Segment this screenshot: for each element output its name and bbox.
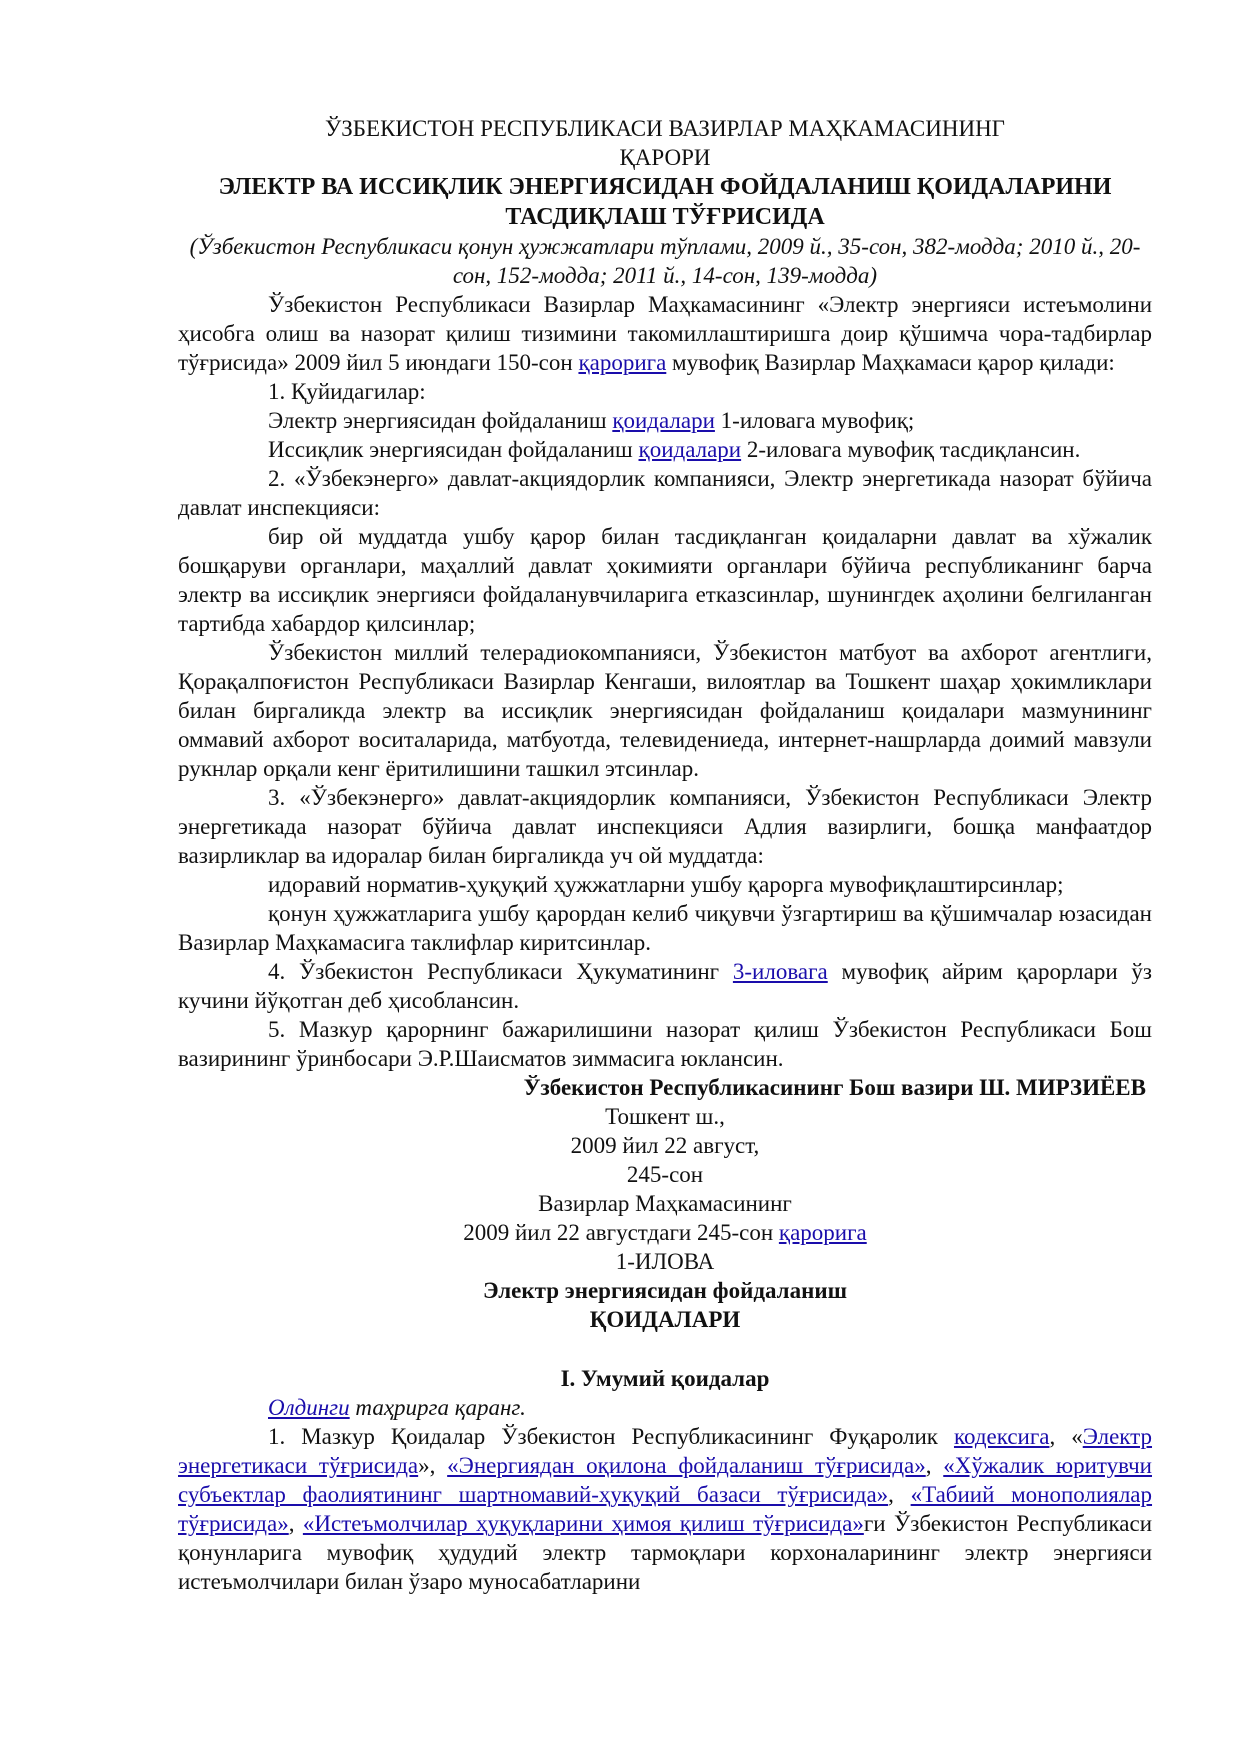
paragraph-item-5: 5. Мазкур қарорнинг бажарилишини назорат қилиш Ўзбекистон Республикаси Бош вазирининг ўринбосари Э.Р.Шаисматов зиммасига юклансин. — [178, 1017, 1152, 1071]
appendix-ref-line2: 2009 йил 22 августдаги 245-сон қарорига — [463, 1220, 867, 1245]
link-law-consumer-rights[interactable]: «Истеъмолчилар ҳуқуқларини ҳимоя қилиш тўғрисида» — [302, 1511, 864, 1536]
appendix-title-line2: ҚОИДАЛАРИ — [589, 1307, 741, 1332]
link-law-electric-energy[interactable]: Электр энергетикаси тўғрисида — [178, 1424, 1153, 1478]
doc-title-line1: ЭЛЕКТР ВА ИССИҚЛИК ЭНЕРГИЯСИДАН ФОЙДАЛАНИШ ҚОИДАЛАРИНИ — [218, 174, 1112, 200]
paragraph-item-1-electric: Электр энергиясидан фойдаланиш қоидалари 1-иловага мувофиқ; — [268, 408, 915, 433]
link-law-monopolies[interactable]: «Табиий монополиялар тўғрисида» — [178, 1482, 1153, 1536]
paragraph-item-1: 1. Қуйидагилар: — [268, 379, 426, 404]
paragraph-item-1-heat: Иссиқлик энергиясидан фойдаланиш қоидалари 2-иловага мувофиқ тасдиқлансин. — [268, 437, 1081, 462]
link-law-contracts[interactable]: «Хўжалик юритувчи субъектлар фаолиятининг шартномавий-ҳуқуқий базаси тўғрисида» — [178, 1453, 1152, 1507]
section-heading: I. Умумий қоидалар — [560, 1366, 770, 1391]
doc-issuer: ЎЗБЕКИСТОН РЕСПУБЛИКАСИ ВАЗИРЛАР МАҲКАМАСИНИНГ — [325, 116, 1005, 141]
signature-city: Тошкент ш., — [605, 1104, 725, 1129]
link-decision-245[interactable]: қарорига — [778, 1220, 867, 1245]
signature-number: 245-сон — [626, 1162, 704, 1187]
link-electric-rules[interactable]: қоидалари — [612, 408, 715, 433]
paragraph-item-2-a: бир ой муддатда ушбу қарор билан тасдиқланган қоидаларни давлат ва хўжалик бошқаруви органлари, маҳаллий давлат ҳокимияти органлари бўйича республиканинг барча электр ва иссиқлик энергияси фойдаланувчиларига етказсинлар, шунингдек аҳолини белгиланган тартибда хабардор қилсинлар; — [178, 524, 1152, 636]
paragraph-item-3: 3. «Ўзбекэнерго» давлат-акциядорлик компанияси, Ўзбекистон Республикаси Электр энергетикада назорат бўйича давлат инспекцияси Адлия вазирлиги, бошқа манфаатдор вазирликлар ва идоралар билан биргаликда уч ой муддатда: — [178, 785, 1152, 868]
appendix-title-line1: Электр энергиясидан фойдаланиш — [482, 1278, 848, 1303]
paragraph-item-2-b: Ўзбекистон миллий телерадиокомпанияси, Ўзбекистон матбуот ва ахборот агентлиги, Қорақалпоғистон Республикаси Вазирлар Кенгаши, вилоятлар ва Тошкент шаҳар ҳокимликлари билан биргаликда электр ва иссиқлик энергиясидан фойдаланиш қоидалари мазмунининг оммавий ахборот воситаларида, матбуотда, телевидениеда, интернет-нашрларда доимий мавзули рукнлар орқали кенг ёритилишини ташкил этсинлар. — [178, 640, 1152, 781]
signature-name: Ўзбекистон Республикасининг Бош вазири Ш. МИРЗИЁЕВ — [523, 1075, 1146, 1100]
spacer — [178, 1334, 1152, 1364]
link-appendix-3[interactable]: 3-иловага — [732, 959, 828, 984]
doc-source-reference: (Ўзбекистон Республикаси қонун ҳужжатлари тўплами, 2009 й., 35-сон, 382-модда; 2010 й., 20-сон, 152-модда; 2011 й., 14-сон, 139-модда) — [189, 234, 1141, 288]
link-decision-150[interactable]: қарорига — [578, 350, 667, 375]
doc-title-line2: ТАСДИҚЛАШ ТЎҒРИСИДА — [505, 204, 825, 230]
previous-edition-note: Олдинги таҳрирга қаранг. — [268, 1395, 526, 1420]
appendix-ref-line1: Вазирлар Маҳкамасининг — [538, 1191, 792, 1216]
paragraph-item-3-a: идоравий норматив-ҳуқуқий ҳужжатларни ушбу қарорга мувофиқлаштирсинлар; — [268, 872, 1064, 897]
link-heat-rules[interactable]: қоидалари — [638, 437, 742, 462]
paragraph-item-3-b: қонун ҳужжатларига ушбу қарордан келиб чиқувчи ўзгартириш ва қўшимчалар юзасидан Вазирлар Маҳкамасига таклифлар киритсинлар. — [178, 901, 1152, 955]
link-civil-code[interactable]: кодексига — [953, 1424, 1050, 1449]
paragraph-preamble: Ўзбекистон Республикаси Вазирлар Маҳкамасининг «Электр энергияси истеъмолини ҳисобга олиш ва назорат қилиш тизимини такомиллаштиришга доир қўшимча чора-тадбирлар тўғрисида» 2009 йил 5 июндаги 150-сон қарорига мувофиқ Вазирлар Маҳкамаси қарор қилади: — [178, 292, 1152, 375]
signature-date: 2009 йил 22 август, — [570, 1133, 760, 1158]
link-previous-edition[interactable]: Олдинги — [268, 1395, 350, 1420]
link-law-energy-efficiency[interactable]: «Энергиядан оқилона фойдаланиш тўғрисида» — [447, 1453, 926, 1478]
doc-type: ҚАРОРИ — [619, 145, 711, 170]
appendix-label: 1-ИЛОВА — [615, 1249, 715, 1274]
paragraph-rules-1: 1. Мазкур Қоидалар Ўзбекистон Республикасининг Фуқаролик кодексига, «Электр энергетикаси тўғрисида», «Энергиядан оқилона фойдаланиш тўғрисида», «Хўжалик юритувчи субъектлар фаолиятининг шартномавий-ҳуқуқий базаси тўғрисида», «Табиий монополиялар тўғрисида», «Истеъмолчилар ҳуқуқларини ҳимоя қилиш тўғрисида»ги Ўзбекистон Республикаси қонунларига мувофиқ ҳудудий электр тармоқлари корхоналарининг электр энергияси истеъмолчилари билан ўзаро муносабатларини — [178, 1424, 1153, 1594]
paragraph-item-2: 2. «Ўзбекэнерго» давлат-акциядорлик компанияси, Электр энергетикада назорат бўйича давлат инспекцияси: — [178, 466, 1152, 520]
paragraph-item-4: 4. Ўзбекистон Республикаси Ҳукуматининг 3-иловага мувофиқ айрим қарорлари ўз кучини йўқотган деб ҳисоблансин. — [178, 959, 1153, 1013]
